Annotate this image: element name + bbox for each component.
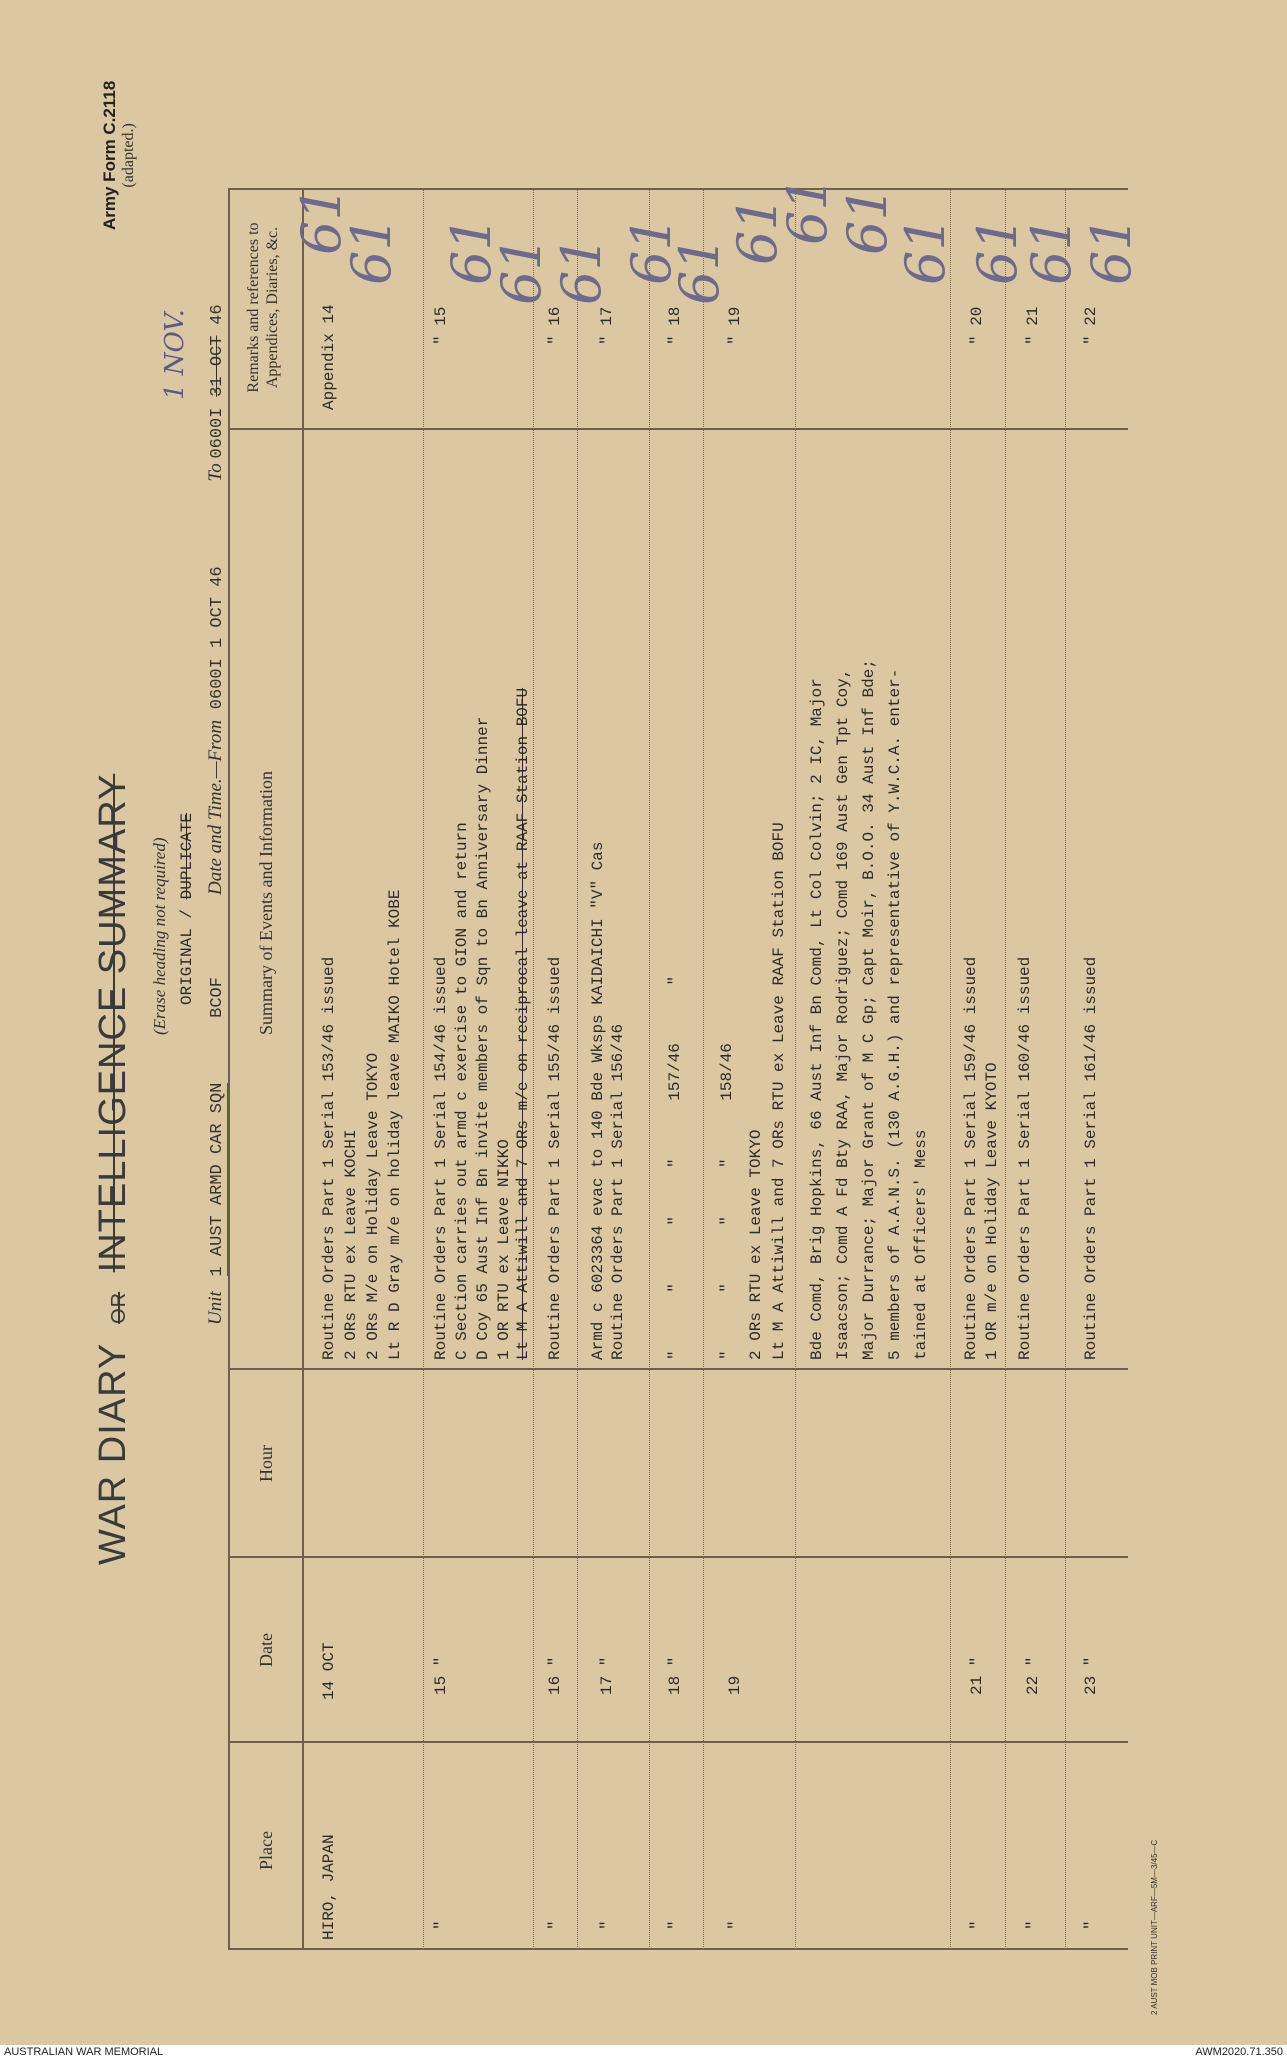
header-bottom-rule [302,188,304,1950]
entry-date: 16 " [546,1656,564,1695]
row-separator [1065,190,1066,1950]
footer-left: AUSTRALIAN WAR MEMORIAL [4,2046,164,2058]
original-text: ORIGINAL / [178,908,196,1005]
adapted-note: (adapted.) [120,123,137,188]
entry-line: Major Durrance; Major Grant of M C Gp; Capt Moir, B.O.O. 34 Aust Inf Bde; [860,659,878,1360]
hand-mark: 61 [490,236,553,305]
header-remarks: Remarks and references to Appendices, Diaries, &c. [245,222,281,393]
col-rule-right [228,189,1128,191]
intelligence-summary-title: INTELLIGENCE SUMMARY [92,773,134,1273]
entry-line: 5 members of A.A.N.S. (130 A.G.H.) and representative of Y.W.C.A. enter- [886,668,904,1360]
row-separator [950,190,951,1950]
bcof-value: BCOF [208,977,227,1018]
hand-mark: 61 [836,186,899,255]
erase-note: (Erase heading not required) [150,837,169,1035]
army-form-number: Army Form C.2118 [100,80,119,230]
entry-line: " " " " 158/46 [718,1043,736,1360]
hand-mark: 61 [620,216,683,285]
entry-line: Routine Orders Part 1 Serial 160/46 issued [1016,956,1034,1360]
col-rule-summary-remarks [228,429,1128,431]
hand-mark: 61 [550,236,613,305]
hand-mark: 61 [1080,216,1143,285]
entry-remark: " 17 [598,306,616,345]
hand-mark: 61 [440,216,503,285]
entry-line: Routine Orders Part 1 Serial 156/46 [609,1023,627,1360]
to-struck: 31 OCT [208,335,227,397]
entry-date: 22 " [1024,1656,1042,1695]
entry-place: " [598,1920,616,1930]
hand-mark: 61 [290,186,353,255]
entry-line: Lt M A Attiwill and 7 ORs m/e on reciprocal leave at RAAF Station BOFU [514,687,532,1360]
entry-remark: " 15 [432,306,450,345]
hand-mark: 61 [340,216,403,285]
col-rule-left [228,1949,1128,1951]
entry-line: C Section carries out armd c exercise to GION and return [453,822,471,1360]
from-value: 0600I 1 OCT 46 [208,566,227,710]
entry-line: Routine Orders Part 1 Serial 159/46 issued [962,956,980,1360]
to-value: 0600I [208,407,227,459]
row-separator [1005,190,1006,1950]
footer-bar [0,2045,1287,2061]
entry-place: " [546,1920,564,1930]
entry-remark: " 22 [1082,306,1100,345]
row-separator [423,190,424,1950]
col-rule-hour-summary [228,1369,1128,1371]
entry-remark: " 16 [546,306,564,345]
entry-remark: " 21 [1024,306,1042,345]
entry-place: HIRO, JAPAN [320,1834,338,1940]
entry-line: tained at Officers' Mess [912,1129,930,1360]
col-rule-date-hour [228,1557,1128,1559]
entry-date: 15 " [432,1656,450,1695]
entry-date: 17 " [598,1656,616,1695]
army-form-label [100,81,138,230]
entry-date: 19 [726,1675,744,1695]
to-handwritten: 1 NOV. [160,309,190,400]
hand-mark: 61 [726,196,789,265]
unit-line [205,977,227,1325]
hand-mark: 61 [668,236,731,305]
entry-line: Lt R D Gray m/e on holiday leave MAIKO Hotel KOBE [386,889,404,1360]
entry-line: 1 OR m/e on Holiday Leave KYOTO [983,1062,1001,1360]
entry-line: Routine Orders Part 1 Serial 161/46 issued [1082,956,1100,1360]
entry-line: 2 ORs RTU ex Leave TOKYO [747,1129,765,1360]
entry-place: " [432,1920,450,1930]
entry-place: " [1024,1920,1042,1930]
row-separator [703,190,704,1950]
print-mark: 2 AUST MOB PRINT UNIT—ARF—5M—3/45—C [1150,1839,1159,2015]
entry-line: 2 ORs M/e on Holiday Leave TOKYO [364,1052,382,1360]
entry-date: 18 " [666,1656,684,1695]
header-hour: Hour [256,1445,276,1482]
entry-line: Isaacson; Comd A Fd Bty RAA, Major Rodriguez; Comd 169 Aust Gen Tpt Coy, [834,668,852,1360]
entry-place: " [726,1920,744,1930]
struck-or: OR [108,1291,130,1324]
to-year: 46 [208,304,227,325]
header-place: Place [256,1831,276,1870]
unit-value: 1 AUST ARMD CAR SQN [208,1082,227,1277]
entry-line: " " " " 157/46 " [666,975,684,1360]
footer-right: AWM2020.71.350 [1195,2046,1283,2058]
row-separator [577,190,578,1950]
entry-remark: " 18 [666,306,684,345]
entry-remark: Appendix 14 [320,304,338,410]
original-label [176,813,198,1005]
date-time-label: Date and Time.—From [205,719,226,895]
entry-remark: " 19 [726,306,744,345]
form-title [92,774,135,1565]
date-time-line [205,304,227,895]
entry-place: " [666,1920,684,1930]
entry-line: Lt M A Attiwill and 7 ORs RTU ex Leave RAAF Station BOFU [770,822,788,1360]
hand-mark: 61 [1020,216,1083,285]
hand-mark: 61 [894,216,957,285]
col-rule-place-date [228,1742,1128,1744]
table-top-rule [228,188,230,1950]
hand-mark: 61 [776,176,839,245]
entry-date: 14 OCT [320,1642,338,1700]
entry-remark: " 20 [968,306,986,345]
entry-line: Routine Orders Part 1 Serial 155/46 issued [546,956,564,1360]
entry-place: " [968,1920,986,1930]
war-diary-title: WAR DIARY [92,1343,134,1565]
entry-line: D Coy 65 Aust Inf Bn invite members of Sqn to Bn Anniversary Dinner [474,716,492,1360]
unit-label: Unit [205,1291,226,1325]
to-label: To [205,463,226,482]
row-separator [795,190,796,1950]
hand-mark: 61 [966,216,1029,285]
entry-line: 1 OR RTU ex Leave NIKKO [495,1139,513,1360]
entry-line: Routine Orders Part 1 Serial 154/46 issued [432,956,450,1360]
entry-line: 2 ORs RTU ex Leave KOCHI [342,1129,360,1360]
duplicate-text: DUPLICATE [178,812,196,900]
entry-line: Armd c 6023364 evac to 140 Bde Wksps KAIDAICHI "V" Cas [589,841,607,1360]
entry-place: " [1082,1920,1100,1930]
entry-line: Bde Comd, Brig Hopkins, 66 Aust Inf Bn Comd, Lt Col Colvin; 2 IC, Major [808,678,826,1360]
entry-line: Routine Orders Part 1 Serial 153/46 issued [320,956,338,1360]
header-summary: Summary of Events and Information [256,771,276,1035]
row-separator [649,190,650,1950]
entry-date: 21 " [968,1656,986,1695]
header-date: Date [256,1633,276,1667]
entry-date: 23 " [1082,1656,1100,1695]
